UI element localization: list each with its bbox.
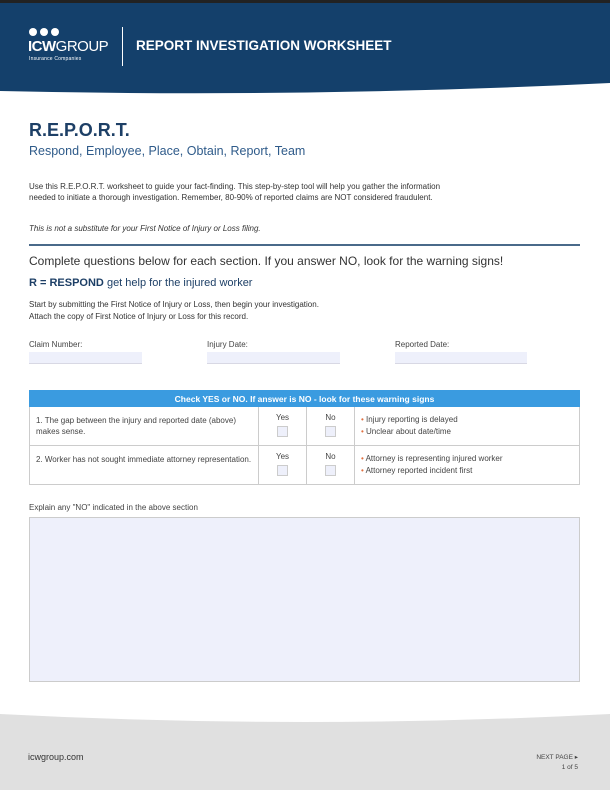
question: 2. Worker has not sought immediate attorney representation. — [30, 446, 259, 485]
yes-label: Yes — [275, 452, 290, 461]
no-checkbox[interactable] — [325, 426, 336, 437]
bullet-icon: • — [361, 466, 366, 475]
section-heading-bold: R = RESPOND — [29, 277, 104, 289]
section-line-1: Start by submitting the First Notice of Injury or Loss, then begin your investigation. — [29, 300, 319, 309]
chevron-right-icon: ▸ — [572, 754, 578, 761]
warning-sign: Attorney reported incident first — [365, 466, 473, 475]
reported-date-label: Reported Date: — [395, 340, 450, 349]
injury-date-field[interactable] — [207, 352, 340, 364]
intro-line-1: Use this R.E.P.O.R.T. worksheet to guide your fact-finding. This step-by-step tool will help you gather the information — [29, 182, 441, 191]
next-page-label: NEXT PAGE — [536, 754, 573, 761]
footer-website[interactable]: icwgroup.com — [28, 752, 84, 762]
section-heading-rest: get help for the injured worker — [103, 277, 253, 289]
section-text — [29, 299, 319, 323]
explain-label: Explain any "NO" indicated in the above section — [29, 503, 198, 512]
header-title: REPORT INVESTIGATION WORKSHEET — [136, 38, 392, 53]
yes-label: Yes — [275, 413, 290, 422]
bullet-icon: • — [361, 415, 367, 424]
section-line-2: Attach the copy of First Notice of Injury or Loss for this record. — [29, 312, 249, 321]
warning-sign: Unclear about date/time — [366, 427, 451, 436]
no-label: No — [325, 452, 336, 461]
warning-signs-table — [29, 390, 580, 485]
table-header: Check YES or NO. If answer is NO - look for these warning signs — [30, 391, 580, 407]
no-checkbox[interactable] — [325, 465, 336, 476]
question: 1. The gap between the injury and reported date (above) makes sense. — [30, 407, 259, 446]
bullet-icon: • — [361, 454, 366, 463]
bullet-icon: • — [361, 427, 367, 436]
claim-number-label: Claim Number: — [29, 340, 83, 349]
yes-checkbox[interactable] — [277, 426, 288, 437]
logo — [28, 38, 108, 55]
warning-sign: Injury reporting is delayed — [366, 415, 458, 424]
explain-textarea[interactable] — [29, 517, 580, 682]
logo-bold: ICW — [28, 38, 56, 55]
claim-number-field[interactable] — [29, 352, 142, 364]
page-number: 1 of 5 — [561, 764, 578, 771]
intro-line-2: needed to initiate a thorough investigation. Remember, 80-90% of reported claims are NOT considered fraudulent. — [29, 193, 433, 202]
footer-band — [0, 700, 610, 790]
table-row — [30, 407, 580, 446]
table-row — [30, 446, 580, 485]
logo-dots-icon — [29, 28, 59, 36]
section-divider — [29, 244, 580, 246]
warning-signs — [355, 446, 580, 485]
page-subtitle: Respond, Employee, Place, Obtain, Report, Team — [29, 144, 306, 158]
intro-text — [29, 181, 440, 203]
page-title: R.E.P.O.R.T. — [29, 120, 130, 140]
reported-date-field[interactable] — [395, 352, 527, 364]
logo-subtitle: Insurance Companies — [29, 56, 82, 62]
warning-signs — [355, 407, 580, 446]
injury-date-label: Injury Date: — [207, 340, 248, 349]
disclaimer: This is not a substitute for your First Notice of Injury or Loss filing. — [29, 224, 261, 233]
section-heading — [29, 277, 252, 289]
yes-checkbox[interactable] — [277, 465, 288, 476]
warning-sign: Attorney is representing injured worker — [365, 454, 503, 463]
no-label: No — [325, 413, 336, 422]
instructions: Complete questions below for each section. If you answer NO, look for the warning signs! — [29, 254, 504, 268]
header-divider — [122, 27, 123, 66]
logo-rest: GROUP — [55, 38, 109, 55]
next-page-link[interactable] — [536, 753, 578, 761]
